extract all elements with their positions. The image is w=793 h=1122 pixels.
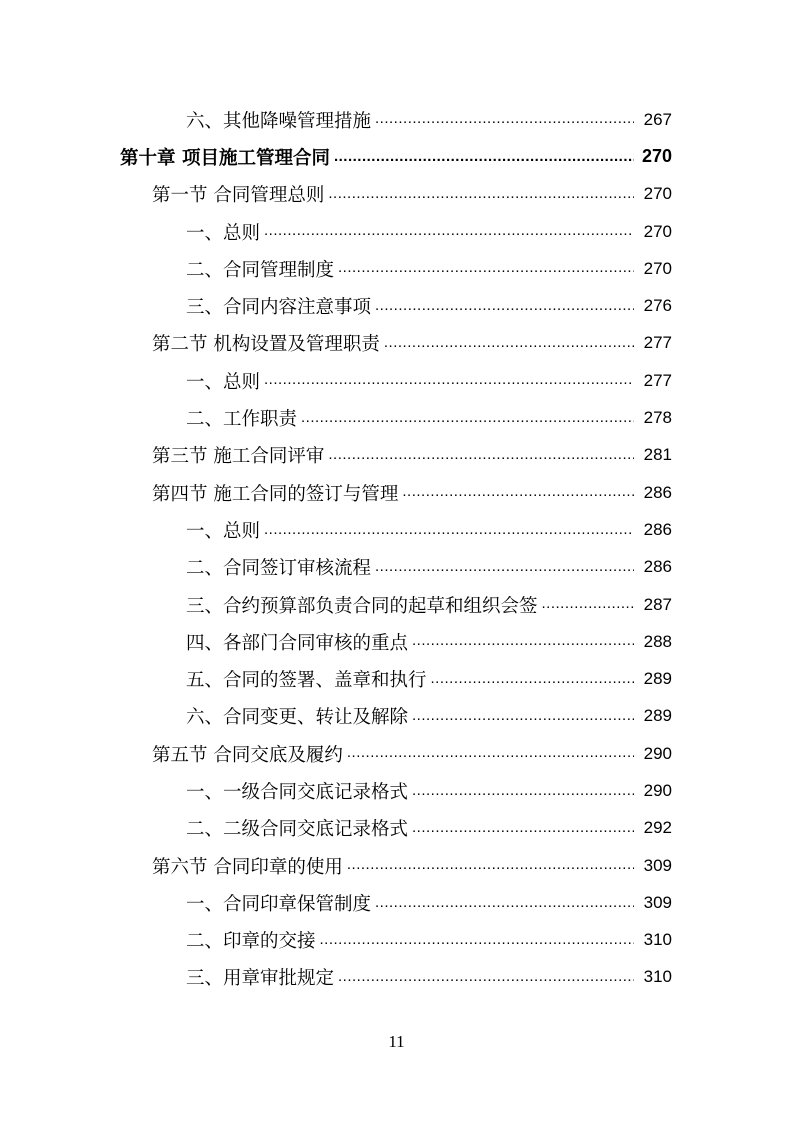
toc-leader-dots — [264, 520, 634, 540]
toc-entry-title: 四、各部门合同审核的重点 — [186, 632, 409, 654]
toc-leader-dots — [375, 557, 634, 577]
toc-entry-page: 310 — [643, 967, 672, 987]
toc-leader-dots — [301, 408, 634, 428]
toc-entry[interactable] — [0, 511, 793, 548]
toc-leader-dots — [412, 706, 634, 726]
toc-leader-dots — [264, 221, 634, 241]
toc-entry-title: 二、印章的交接 — [186, 931, 316, 953]
toc-entry[interactable] — [0, 399, 793, 436]
toc-entry-title: 一、一级合同交底记录格式 — [186, 781, 409, 803]
toc-entry[interactable] — [0, 101, 793, 138]
toc-entry-page: 270 — [643, 258, 672, 278]
toc-entry-page: 270 — [641, 146, 672, 167]
toc-entry-title: 第十章 项目施工管理合同 — [120, 147, 330, 169]
toc-entry[interactable] — [0, 884, 793, 921]
toc-entry-title: 第六节 合同印章的使用 — [152, 856, 343, 878]
toc-entry-page: 289 — [643, 706, 672, 726]
toc-entry-page: 286 — [643, 557, 672, 577]
toc-entry-title: 第五节 合同交底及履约 — [152, 744, 343, 766]
toc-entry-title: 二、合同签订审核流程 — [186, 558, 372, 580]
toc-entry-title: 六、合同变更、转让及解除 — [186, 707, 409, 729]
toc-entry-page: 276 — [643, 296, 672, 316]
toc-entry-title: 一、总则 — [186, 520, 261, 542]
toc-entry-page: 281 — [643, 445, 672, 465]
toc-leader-dots — [347, 855, 634, 875]
toc-entry[interactable] — [0, 287, 793, 324]
table-of-contents — [0, 101, 793, 996]
toc-entry-title: 六、其他降噪管理措施 — [186, 110, 372, 132]
toc-leader-dots — [431, 669, 634, 689]
toc-entry-page: 292 — [643, 818, 672, 838]
toc-entry[interactable] — [0, 138, 793, 175]
toc-entry[interactable] — [0, 362, 793, 399]
toc-leader-dots — [412, 631, 634, 651]
toc-leader-dots — [375, 109, 634, 129]
toc-entry-page: 288 — [643, 631, 672, 651]
toc-entry-page: 309 — [643, 855, 672, 875]
toc-entry[interactable] — [0, 660, 793, 697]
toc-entry-title: 一、总则 — [186, 371, 261, 393]
toc-entry-title: 第一节 合同管理总则 — [152, 185, 325, 207]
toc-entry-page: 290 — [643, 743, 672, 763]
toc-entry-title: 三、用章审批规定 — [186, 968, 335, 990]
toc-entry[interactable] — [0, 586, 793, 623]
toc-entry[interactable] — [0, 735, 793, 772]
toc-entry[interactable] — [0, 250, 793, 287]
toc-entry-page: 287 — [643, 594, 672, 614]
toc-entry-title: 一、合同印章保管制度 — [186, 893, 372, 915]
toc-leader-dots — [338, 258, 634, 278]
toc-leader-dots — [328, 445, 634, 465]
toc-entry[interactable] — [0, 922, 793, 959]
toc-entry[interactable] — [0, 474, 793, 511]
toc-entry[interactable] — [0, 959, 793, 996]
page-number: 11 — [388, 1032, 405, 1051]
toc-leader-dots — [402, 482, 634, 502]
toc-entry[interactable] — [0, 176, 793, 213]
toc-leader-dots — [375, 296, 634, 316]
toc-entry[interactable] — [0, 213, 793, 250]
toc-entry[interactable] — [0, 810, 793, 847]
toc-leader-dots — [384, 333, 634, 353]
toc-entry-page: 310 — [643, 930, 672, 950]
toc-entry[interactable] — [0, 698, 793, 735]
toc-entry[interactable] — [0, 847, 793, 884]
toc-leader-dots — [328, 184, 634, 204]
toc-leader-dots — [338, 967, 634, 987]
toc-entry[interactable] — [0, 325, 793, 362]
toc-entry-page: 267 — [643, 109, 672, 129]
toc-entry-title: 二、二级合同交底记录格式 — [186, 819, 409, 841]
toc-entry-title: 第四节 施工合同的签订与管理 — [152, 483, 399, 505]
toc-entry[interactable] — [0, 623, 793, 660]
toc-entry-page: 277 — [643, 333, 672, 353]
toc-entry[interactable] — [0, 772, 793, 809]
toc-leader-dots — [412, 818, 634, 838]
toc-entry-title: 第三节 施工合同评审 — [152, 446, 325, 468]
toc-leader-dots — [412, 781, 634, 801]
toc-entry-page: 286 — [643, 519, 672, 539]
toc-entry-title: 三、合同内容注意事项 — [186, 297, 372, 319]
toc-entry-title: 一、总则 — [186, 222, 261, 244]
toc-entry-title: 五、合同的签署、盖章和执行 — [186, 670, 427, 692]
toc-leader-dots — [320, 930, 634, 950]
toc-leader-dots — [347, 743, 634, 763]
toc-entry-title: 二、合同管理制度 — [186, 259, 335, 281]
toc-entry-page: 277 — [643, 370, 672, 390]
toc-entry-title: 第二节 机构设置及管理职责 — [152, 334, 380, 356]
toc-entry-page: 289 — [643, 669, 672, 689]
toc-entry-page: 286 — [643, 482, 672, 502]
toc-leader-dots — [334, 147, 634, 167]
toc-leader-dots — [542, 594, 634, 614]
toc-entry-page: 278 — [643, 408, 672, 428]
toc-entry-title: 二、工作职责 — [186, 409, 298, 431]
toc-entry-page: 270 — [643, 184, 672, 204]
toc-leader-dots — [264, 370, 634, 390]
toc-entry-page: 309 — [643, 892, 672, 912]
toc-entry-page: 270 — [643, 221, 672, 241]
toc-entry[interactable] — [0, 437, 793, 474]
toc-entry-title: 三、合约预算部负责合同的起草和组织会签 — [186, 595, 538, 617]
toc-entry-page: 290 — [643, 780, 672, 800]
toc-entry[interactable] — [0, 549, 793, 586]
toc-leader-dots — [375, 893, 634, 913]
